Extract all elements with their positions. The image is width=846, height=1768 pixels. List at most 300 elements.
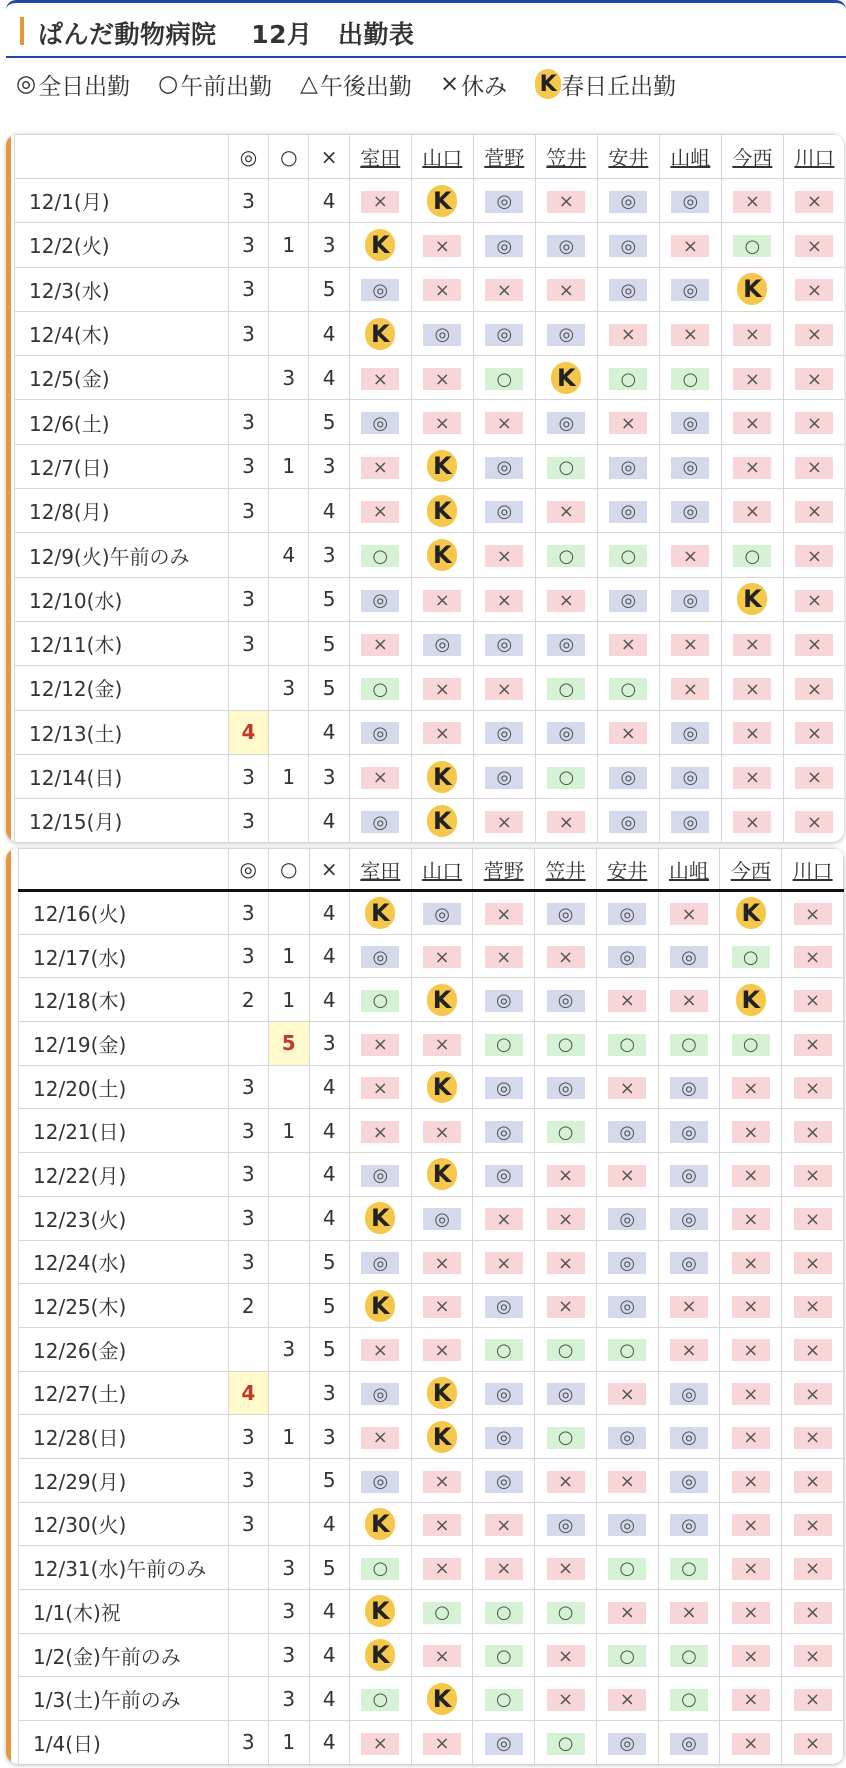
- shift-cell[interactable]: [721, 533, 783, 577]
- shift-cell[interactable]: [783, 577, 844, 621]
- shift-cell[interactable]: [658, 1590, 720, 1634]
- shift-cell[interactable]: [473, 1677, 535, 1721]
- count-cell: 3: [228, 621, 268, 665]
- shift-cell[interactable]: [596, 1284, 658, 1328]
- shift-cell[interactable]: [720, 1458, 782, 1502]
- shift-cell[interactable]: [658, 1371, 720, 1415]
- shift-cell[interactable]: [349, 400, 411, 444]
- staff-column-header[interactable]: 山岨: [658, 849, 720, 891]
- shift-cell[interactable]: [349, 1721, 411, 1764]
- shift-cell[interactable]: [349, 1284, 411, 1328]
- shift-cell[interactable]: [659, 489, 721, 533]
- shift-cell[interactable]: [720, 978, 782, 1022]
- shift-cell[interactable]: [659, 533, 721, 577]
- shift-cell[interactable]: [659, 799, 721, 842]
- shift-cell[interactable]: [596, 1065, 658, 1109]
- shift-cell[interactable]: [782, 1371, 844, 1415]
- shift-cell[interactable]: [658, 1153, 720, 1197]
- shift-cell[interactable]: [782, 1327, 844, 1371]
- shift-cell[interactable]: [473, 621, 535, 665]
- shift-cell[interactable]: [535, 223, 597, 267]
- shift-cell[interactable]: [349, 179, 411, 223]
- shift-cell[interactable]: [782, 934, 844, 978]
- shift-cell[interactable]: [535, 489, 597, 533]
- shift-cell[interactable]: [535, 1284, 597, 1328]
- shift-cell[interactable]: [658, 1065, 720, 1109]
- staff-column-header[interactable]: 山口: [411, 849, 473, 891]
- shift-cell[interactable]: [658, 1196, 720, 1240]
- shift-cell[interactable]: [721, 223, 783, 267]
- staff-column-header[interactable]: 山岨: [659, 135, 721, 179]
- shift-cell[interactable]: [349, 223, 411, 267]
- shift-cell[interactable]: [411, 621, 473, 665]
- shift-cell[interactable]: [473, 179, 535, 223]
- shift-cell[interactable]: [411, 1458, 473, 1502]
- shift-cell[interactable]: [783, 710, 844, 754]
- shift-cell[interactable]: [411, 754, 473, 798]
- shift-cell[interactable]: [596, 1721, 658, 1764]
- shift-cell[interactable]: [596, 978, 658, 1022]
- shift-cell[interactable]: [597, 356, 659, 400]
- shift-cell[interactable]: [596, 1590, 658, 1634]
- shift-cell[interactable]: [473, 1415, 535, 1459]
- shift-cell[interactable]: [720, 1196, 782, 1240]
- shift-cell[interactable]: [535, 1633, 597, 1677]
- shift-cell[interactable]: [597, 799, 659, 842]
- shift-cell[interactable]: [783, 666, 844, 710]
- shift-cell[interactable]: [349, 1677, 411, 1721]
- shift-cell[interactable]: [597, 223, 659, 267]
- shift-cell[interactable]: [720, 1415, 782, 1459]
- shift-cell[interactable]: [349, 1240, 411, 1284]
- shift-cell[interactable]: [658, 1240, 720, 1284]
- shift-cell[interactable]: [659, 311, 721, 355]
- staff-column-header[interactable]: 今西: [720, 849, 782, 891]
- shift-cell[interactable]: [596, 1546, 658, 1590]
- shift-cell[interactable]: [473, 666, 535, 710]
- shift-cell[interactable]: [411, 179, 473, 223]
- staff-column-header[interactable]: 安井: [597, 135, 659, 179]
- shift-cell[interactable]: [721, 666, 783, 710]
- staff-column-header[interactable]: 山口: [411, 135, 473, 179]
- shift-cell[interactable]: [720, 1546, 782, 1590]
- shift-cell[interactable]: [349, 1153, 411, 1197]
- shift-cell[interactable]: [782, 1677, 844, 1721]
- shift-cell[interactable]: [782, 1415, 844, 1459]
- shift-cell[interactable]: [473, 1371, 535, 1415]
- shift-cell[interactable]: [659, 444, 721, 488]
- shift-cell[interactable]: [473, 1022, 535, 1066]
- shift-cell[interactable]: [596, 934, 658, 978]
- shift-cell[interactable]: [349, 311, 411, 355]
- shift-cell[interactable]: [720, 1502, 782, 1546]
- shift-cell[interactable]: [535, 1371, 597, 1415]
- shift-cell[interactable]: [411, 1065, 473, 1109]
- shift-cell[interactable]: [783, 754, 844, 798]
- shift-cell[interactable]: [411, 1022, 473, 1066]
- shift-cell[interactable]: [411, 934, 473, 978]
- shift-cell[interactable]: [411, 799, 473, 842]
- shift-cell[interactable]: [349, 891, 411, 935]
- staff-column-header[interactable]: 笠井: [535, 135, 597, 179]
- shift-cell[interactable]: [411, 1546, 473, 1590]
- shift-cell[interactable]: [597, 489, 659, 533]
- shift-cell[interactable]: [597, 621, 659, 665]
- shift-cell[interactable]: [783, 400, 844, 444]
- shift-cell[interactable]: [349, 1065, 411, 1109]
- shift-cell[interactable]: [597, 666, 659, 710]
- shift-cell[interactable]: [411, 1327, 473, 1371]
- shift-cell[interactable]: [411, 533, 473, 577]
- shift-cell[interactable]: [535, 1590, 597, 1634]
- shift-cell[interactable]: [720, 1590, 782, 1634]
- shift-cell[interactable]: [597, 179, 659, 223]
- shift-cell[interactable]: [349, 489, 411, 533]
- shift-cell[interactable]: [411, 1109, 473, 1153]
- shift-cell[interactable]: [473, 1240, 535, 1284]
- shift-cell[interactable]: [535, 356, 597, 400]
- shift-cell[interactable]: [349, 710, 411, 754]
- shift-cell[interactable]: [597, 754, 659, 798]
- shift-cell[interactable]: [658, 891, 720, 935]
- shift-cell[interactable]: [659, 223, 721, 267]
- staff-column-header[interactable]: 菅野: [473, 135, 535, 179]
- shift-cell[interactable]: [658, 1633, 720, 1677]
- shift-cell[interactable]: [349, 1546, 411, 1590]
- shift-cell[interactable]: [535, 1022, 597, 1066]
- shift-cell[interactable]: [535, 444, 597, 488]
- shift-cell[interactable]: [535, 891, 597, 935]
- shift-cell[interactable]: [411, 1415, 473, 1459]
- shift-cell[interactable]: [349, 577, 411, 621]
- shift-cell[interactable]: [535, 710, 597, 754]
- shift-cell[interactable]: [473, 1109, 535, 1153]
- shift-cell[interactable]: [473, 710, 535, 754]
- shift-cell[interactable]: [535, 1065, 597, 1109]
- date-cell: 1/3(土)午前のみ: [19, 1677, 229, 1721]
- shift-cell[interactable]: [535, 179, 597, 223]
- staff-column-header[interactable]: 菅野: [473, 849, 535, 891]
- shift-cell[interactable]: [782, 1633, 844, 1677]
- shift-cell[interactable]: [349, 978, 411, 1022]
- shift-cell[interactable]: [535, 666, 597, 710]
- shift-cell[interactable]: [411, 666, 473, 710]
- shift-cell[interactable]: [782, 1502, 844, 1546]
- shift-cell[interactable]: [720, 1327, 782, 1371]
- shift-cell[interactable]: [411, 710, 473, 754]
- shift-cell[interactable]: [659, 621, 721, 665]
- shift-cell[interactable]: [411, 223, 473, 267]
- shift-cell[interactable]: [349, 1327, 411, 1371]
- shift-cell[interactable]: [349, 666, 411, 710]
- shift-cell[interactable]: [596, 1502, 658, 1546]
- shift-cell[interactable]: [596, 891, 658, 935]
- shift-cell[interactable]: [411, 444, 473, 488]
- shift-cell[interactable]: [720, 1721, 782, 1764]
- shift-cell[interactable]: [658, 1415, 720, 1459]
- shift-cell[interactable]: [658, 1721, 720, 1764]
- shift-cell[interactable]: [597, 533, 659, 577]
- shift-cell[interactable]: [720, 1371, 782, 1415]
- shift-cell[interactable]: [783, 311, 844, 355]
- shift-cell[interactable]: [782, 1109, 844, 1153]
- shift-cell[interactable]: [411, 1284, 473, 1328]
- shift-cell[interactable]: [473, 356, 535, 400]
- shift-cell[interactable]: [658, 1502, 720, 1546]
- shift-cell[interactable]: [782, 1153, 844, 1197]
- shift-cell[interactable]: [535, 1327, 597, 1371]
- shift-cell[interactable]: [721, 356, 783, 400]
- shift-cell[interactable]: [411, 1153, 473, 1197]
- shift-cell[interactable]: [535, 400, 597, 444]
- shift-cell[interactable]: [535, 1677, 597, 1721]
- shift-cell[interactable]: [473, 1284, 535, 1328]
- shift-cell[interactable]: [721, 710, 783, 754]
- shift-cell[interactable]: [658, 1327, 720, 1371]
- shift-cell[interactable]: [349, 1371, 411, 1415]
- shift-cell[interactable]: [473, 223, 535, 267]
- shift-cell[interactable]: [349, 1196, 411, 1240]
- shift-cell[interactable]: [721, 444, 783, 488]
- shift-cell[interactable]: [782, 978, 844, 1022]
- shift-cell[interactable]: [473, 978, 535, 1022]
- shift-cell[interactable]: [535, 1153, 597, 1197]
- shift-cell[interactable]: [596, 1109, 658, 1153]
- shift-cell[interactable]: [535, 799, 597, 842]
- shift-cell[interactable]: [473, 1721, 535, 1764]
- shift-cell[interactable]: [659, 400, 721, 444]
- shift-cell[interactable]: [721, 489, 783, 533]
- shift-cell[interactable]: [720, 1240, 782, 1284]
- shift-cell[interactable]: [721, 577, 783, 621]
- shift-cell[interactable]: [473, 1633, 535, 1677]
- shift-cell[interactable]: [411, 489, 473, 533]
- staff-column-header[interactable]: 川口: [783, 135, 844, 179]
- shift-cell[interactable]: [473, 754, 535, 798]
- shift-cell[interactable]: [535, 934, 597, 978]
- shift-cell[interactable]: [411, 311, 473, 355]
- shift-cell[interactable]: [721, 621, 783, 665]
- shift-cell[interactable]: [411, 267, 473, 311]
- shift-cell[interactable]: [782, 1240, 844, 1284]
- shift-cell[interactable]: [473, 267, 535, 311]
- shift-cell[interactable]: [783, 799, 844, 842]
- shift-cell[interactable]: [349, 533, 411, 577]
- shift-cell[interactable]: [782, 1284, 844, 1328]
- shift-cell[interactable]: [782, 1196, 844, 1240]
- shift-cell[interactable]: [411, 1240, 473, 1284]
- shift-cell[interactable]: [720, 891, 782, 935]
- shift-cell[interactable]: [658, 1109, 720, 1153]
- shift-cell[interactable]: [721, 799, 783, 842]
- shift-cell[interactable]: [783, 489, 844, 533]
- staff-column-header[interactable]: 今西: [721, 135, 783, 179]
- shift-cell[interactable]: [783, 223, 844, 267]
- shift-cell[interactable]: [473, 934, 535, 978]
- shift-cell[interactable]: [535, 621, 597, 665]
- shift-cell[interactable]: [349, 1633, 411, 1677]
- shift-cell[interactable]: [720, 1677, 782, 1721]
- staff-column-header[interactable]: 室田: [349, 135, 411, 179]
- shift-cell[interactable]: [473, 891, 535, 935]
- shift-cell[interactable]: [659, 666, 721, 710]
- shift-cell[interactable]: [597, 311, 659, 355]
- shift-cell[interactable]: [473, 577, 535, 621]
- shift-cell[interactable]: [349, 1458, 411, 1502]
- shift-cell[interactable]: [349, 267, 411, 311]
- shift-cell[interactable]: [411, 1721, 473, 1764]
- shift-cell[interactable]: [349, 934, 411, 978]
- shift-cell[interactable]: [596, 1458, 658, 1502]
- shift-cell[interactable]: [535, 267, 597, 311]
- shift-cell[interactable]: [596, 1415, 658, 1459]
- shift-cell[interactable]: [535, 1546, 597, 1590]
- shift-cell[interactable]: [535, 1415, 597, 1459]
- staff-column-header[interactable]: 川口: [782, 849, 844, 891]
- shift-cell[interactable]: [596, 1196, 658, 1240]
- shift-cell[interactable]: [473, 1153, 535, 1197]
- shift-cell[interactable]: [535, 1196, 597, 1240]
- shift-cell[interactable]: [473, 444, 535, 488]
- shift-cell[interactable]: [535, 1458, 597, 1502]
- shift-cell[interactable]: [411, 1196, 473, 1240]
- shift-cell[interactable]: [349, 1415, 411, 1459]
- shift-cell[interactable]: [597, 577, 659, 621]
- shift-cell[interactable]: [535, 533, 597, 577]
- shift-cell[interactable]: [659, 577, 721, 621]
- shift-cell[interactable]: [535, 978, 597, 1022]
- shift-cell[interactable]: [659, 754, 721, 798]
- shift-cell[interactable]: [783, 444, 844, 488]
- date-cell: 12/23(火): [19, 1196, 229, 1240]
- shift-cell[interactable]: [535, 311, 597, 355]
- shift-cell[interactable]: [349, 1590, 411, 1634]
- shift-cell[interactable]: [473, 311, 535, 355]
- shift-cell[interactable]: [783, 267, 844, 311]
- shift-cell[interactable]: [658, 1458, 720, 1502]
- shift-cell[interactable]: [349, 754, 411, 798]
- shift-cell[interactable]: [721, 179, 783, 223]
- shift-cell[interactable]: [411, 577, 473, 621]
- shift-cell[interactable]: [721, 400, 783, 444]
- shift-cell[interactable]: [349, 799, 411, 842]
- shift-cell[interactable]: [658, 1284, 720, 1328]
- shift-cell[interactable]: [658, 1677, 720, 1721]
- shift-cell[interactable]: [782, 1721, 844, 1764]
- shift-cell[interactable]: [721, 311, 783, 355]
- shift-cell[interactable]: [473, 1196, 535, 1240]
- shift-cell[interactable]: [349, 1109, 411, 1153]
- shift-cell[interactable]: [783, 179, 844, 223]
- shift-cell[interactable]: [597, 710, 659, 754]
- shift-cell[interactable]: [411, 356, 473, 400]
- shift-cell[interactable]: [411, 1502, 473, 1546]
- staff-column-header[interactable]: 安井: [596, 849, 658, 891]
- shift-cell[interactable]: [721, 267, 783, 311]
- shift-cell[interactable]: [349, 621, 411, 665]
- shift-cell[interactable]: [720, 1153, 782, 1197]
- shift-cell[interactable]: [782, 1590, 844, 1634]
- shift-cell[interactable]: [596, 1153, 658, 1197]
- shift-cell[interactable]: [782, 1022, 844, 1066]
- shift-cell[interactable]: [473, 1065, 535, 1109]
- shift-cell[interactable]: [596, 1677, 658, 1721]
- shift-cell[interactable]: [782, 1546, 844, 1590]
- shift-cell[interactable]: [473, 799, 535, 842]
- shift-cell[interactable]: [720, 934, 782, 978]
- shift-cell[interactable]: [659, 710, 721, 754]
- shift-cell[interactable]: [658, 1022, 720, 1066]
- shift-cell[interactable]: [659, 267, 721, 311]
- shift-cell[interactable]: [411, 891, 473, 935]
- shift-cell[interactable]: [349, 1022, 411, 1066]
- shift-cell[interactable]: [349, 444, 411, 488]
- shift-cell[interactable]: [349, 356, 411, 400]
- shift-cell[interactable]: [473, 400, 535, 444]
- shift-cell[interactable]: [535, 577, 597, 621]
- shift-cell[interactable]: [411, 400, 473, 444]
- staff-column-header[interactable]: 笠井: [535, 849, 597, 891]
- shift-cell[interactable]: [535, 754, 597, 798]
- shift-cell[interactable]: [473, 489, 535, 533]
- shift-cell[interactable]: [473, 533, 535, 577]
- shift-cell[interactable]: [596, 1022, 658, 1066]
- shift-cell[interactable]: [411, 1371, 473, 1415]
- shift-cell[interactable]: [782, 1065, 844, 1109]
- shift-cell[interactable]: [782, 1458, 844, 1502]
- shift-cell[interactable]: [473, 1590, 535, 1634]
- shift-cell[interactable]: [783, 356, 844, 400]
- shift-cell[interactable]: [658, 1546, 720, 1590]
- shift-cell[interactable]: [535, 1109, 597, 1153]
- shift-cell[interactable]: [720, 1284, 782, 1328]
- shift-cell[interactable]: [659, 179, 721, 223]
- shift-cell[interactable]: [535, 1502, 597, 1546]
- shift-cell[interactable]: [783, 621, 844, 665]
- shift-cell[interactable]: [783, 533, 844, 577]
- shift-cell[interactable]: [721, 754, 783, 798]
- shift-cell[interactable]: [349, 1502, 411, 1546]
- shift-cell[interactable]: [720, 1065, 782, 1109]
- shift-cell[interactable]: [596, 1240, 658, 1284]
- shift-cell[interactable]: [411, 1633, 473, 1677]
- shift-cell[interactable]: [473, 1327, 535, 1371]
- shift-cell[interactable]: [596, 1633, 658, 1677]
- shift-cell[interactable]: [473, 1502, 535, 1546]
- shift-cell[interactable]: [720, 1633, 782, 1677]
- shift-cell[interactable]: [411, 1677, 473, 1721]
- shift-cell[interactable]: [596, 1371, 658, 1415]
- shift-cell[interactable]: [597, 267, 659, 311]
- shift-cell[interactable]: [658, 934, 720, 978]
- shift-cell[interactable]: [411, 978, 473, 1022]
- shift-cell[interactable]: [473, 1546, 535, 1590]
- shift-cell[interactable]: [473, 1458, 535, 1502]
- shift-cell[interactable]: [596, 1327, 658, 1371]
- shift-cell[interactable]: [411, 1590, 473, 1634]
- shift-cell[interactable]: [597, 444, 659, 488]
- table-row: [15, 710, 845, 754]
- shift-cell[interactable]: [720, 1109, 782, 1153]
- shift-cell[interactable]: [535, 1721, 597, 1764]
- shift-cell[interactable]: [720, 1022, 782, 1066]
- shift-cell[interactable]: [659, 356, 721, 400]
- shift-cell[interactable]: [597, 400, 659, 444]
- staff-column-header[interactable]: 室田: [349, 849, 411, 891]
- shift-cell[interactable]: [535, 1240, 597, 1284]
- shift-cell[interactable]: [782, 891, 844, 935]
- shift-cell[interactable]: [658, 978, 720, 1022]
